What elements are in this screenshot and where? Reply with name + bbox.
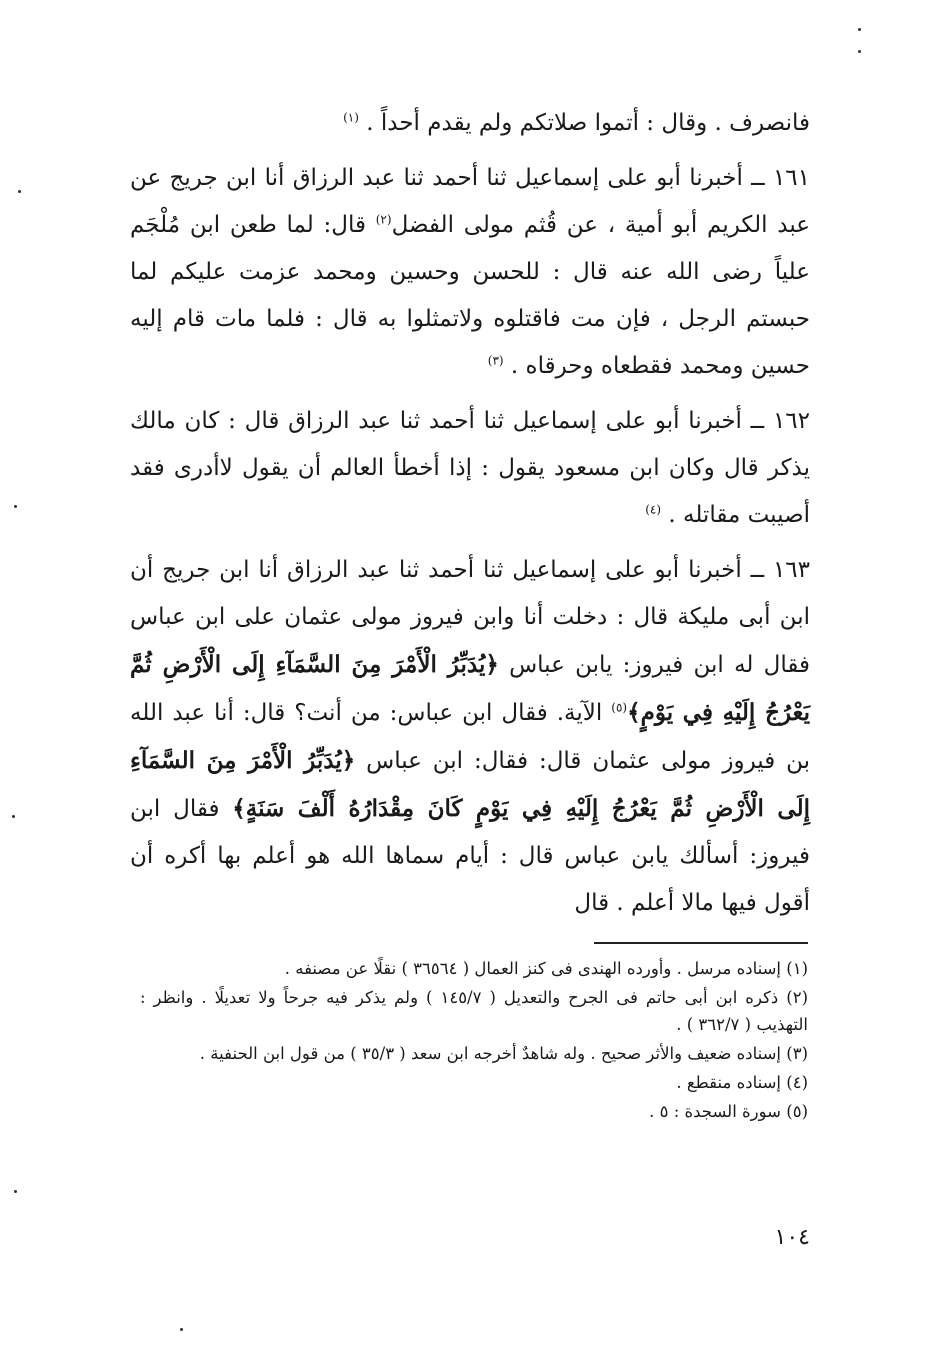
hadith-number: ١٦٢	[772, 408, 810, 434]
footnote-ref[interactable]: (٤)	[645, 502, 662, 517]
paragraph-intro: فانصرف . وقال : أتموا صلاتكم ولم يقدم أحداً . $^{(١)}$	[343, 110, 810, 136]
footnote-ref[interactable]: (٥)	[611, 700, 628, 715]
footnote-ref[interactable]: (١)	[343, 110, 359, 125]
footnote-ref[interactable]: (٢)	[375, 212, 392, 227]
page-number: ١٠٤	[774, 1225, 810, 1250]
hadith-number: ١٦٣	[772, 557, 810, 583]
footnote-2: (٢) ذكره ابن أبى حاتم فى الجرح والتعديل ( ١٤٥/٧ ) ولم يذكر فيه جرحاً ولا تعديلًا . وانظر : التهذيب ( ٣٦٢/٧ ) .	[140, 988, 808, 1034]
scan-speck	[14, 1190, 17, 1193]
hadith-number: ١٦١	[772, 165, 811, 191]
footnote-1: (١) إسناده مرسل . وأورده الهندى فى كنز العمال ( ٣٦٥٦٤ ) نقلًا عن مصنفه .	[284, 959, 808, 978]
scan-speck	[858, 50, 861, 53]
footnote-divider	[594, 942, 808, 944]
hadith-163: ١٦٣ ــ أخبرنا أبو على إسماعيل ثنا أحمد ثنا عبد الرزاق أنا ابن جريج أن ابن أبى مليكة قال : دخلت أنا وابن فيروز مولى عثمان على ابن عباس فقال له ابن فيروز: يابن عباس ﴿يُدَبِّرُ الْأَمْرَ مِنَ السَّمَآءِ إِلَى الْأَرْضِ ثُمَّ يَعْرُجُ إِلَيْهِ فِي يَوْمٍ﴾$^{(٥)}$ الآية. فقال ابن عباس: من أنت؟ قال: أنا عبد الله بن فيروز مولى عثمان قال: فقال: ابن عباس ﴿يُدَبِّرُ الْأَمْرَ مِنَ السَّمَآءِ إِلَى الْأَرْضِ ثُمَّ يَعْرُجُ إِلَيْهِ فِي يَوْمٍ كَانَ مِقْدَارُهُ أَلْفَ سَنَةٍ﴾ فقال ابن فيروز: أسألك يابن عباس قال : أيام سماها الله هو أعلم بها أكره أن أقول فيها مالا أعلم . قال	[130, 557, 811, 916]
hadith-161: ١٦١ ــ أخبرنا أبو على إسماعيل ثنا أحمد ثنا عبد الرزاق أنا ابن جريج عن عبد الكريم أبو أمية ، عن قُثم مولى الفضل$^{(٢)}$ قال: لما طعن ابن مُلْجَم علياً رضى الله عنه قال : للحسن وحسين ومحمد عزمت عليكم لما حبستم الرجل ، فإن مت فاقتلوه ولاتمثلوا به قال : فلما مات قام إليه حسين ومحمد فقطعاه وحرقاه . $^{(٣)}$	[130, 165, 811, 379]
scan-speck	[14, 505, 17, 508]
footnote-3: (٣) إسناده ضعيف والأثر صحيح . وله شاهدٌ أخرجه ابن سعد ( ٣٥/٣ ) من قول ابن الحنفية .	[199, 1044, 808, 1063]
quran-verse: ﴿يُدَبِّرُ الْأَمْرَ مِنَ السَّمَآءِ إِلَى الْأَرْضِ ثُمَّ يَعْرُجُ إِلَيْهِ فِي يَوْمٍ﴾	[130, 651, 811, 726]
scan-speck	[858, 28, 861, 31]
scan-speck	[180, 1328, 183, 1331]
hadith-162: ١٦٢ ــ أخبرنا أبو على إسماعيل ثنا أحمد ثنا عبد الرزاق قال : كان مالك يذكر قال وكان ابن مسعود يقول : إذا أخطأ العالم أن يقول لاأدرى فقد أصيبت مقاتله . $^{(٤)}$	[130, 408, 810, 528]
footnotes	[140, 955, 808, 1127]
quran-verse: ﴿يُدَبِّرُ الْأَمْرَ مِنَ السَّمَآءِ إِلَى الْأَرْضِ ثُمَّ يَعْرُجُ إِلَيْهِ فِي يَوْمٍ كَانَ مِقْدَارُهُ أَلْفَ سَنَةٍ﴾	[130, 747, 810, 822]
footnote-5: (٥) سورة السجدة : ٥ .	[649, 1102, 808, 1121]
footnote-4: (٤) إسناده منقطع .	[676, 1073, 808, 1092]
scan-speck	[12, 815, 15, 818]
main-text	[130, 100, 810, 935]
scan-speck	[18, 190, 21, 193]
footnote-ref[interactable]: (٣)	[487, 353, 504, 368]
